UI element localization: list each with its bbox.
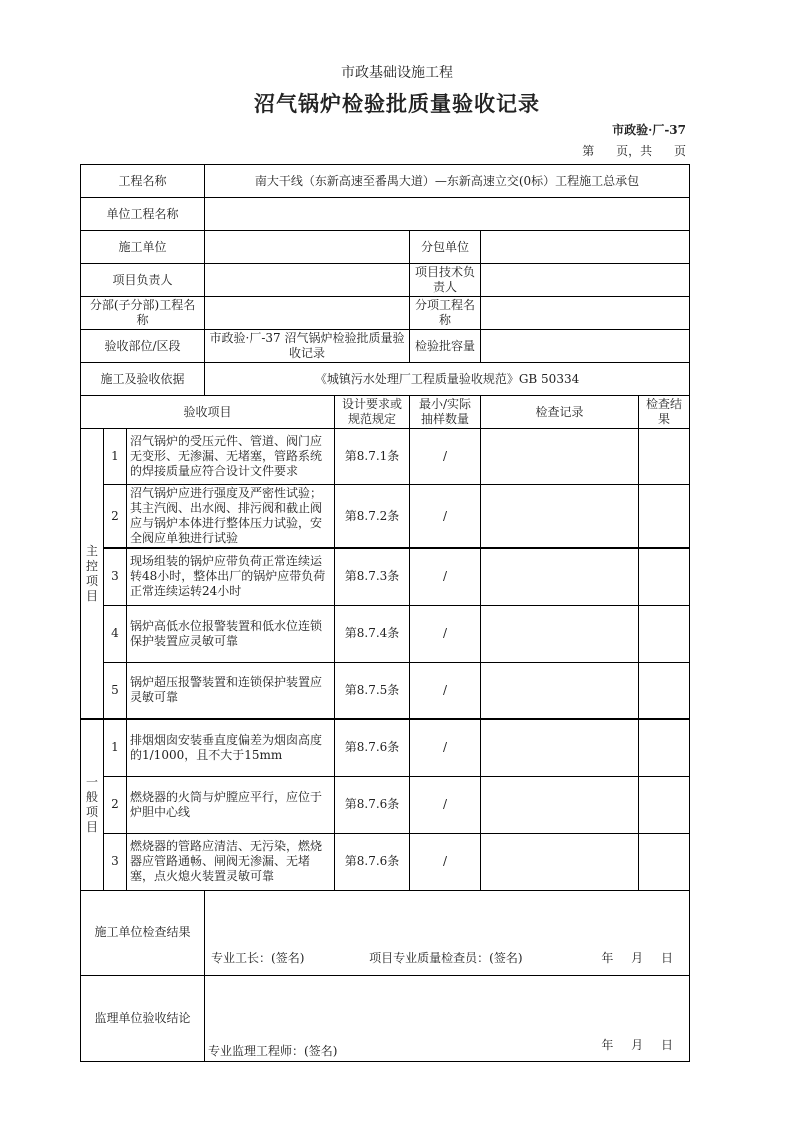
capacity-label: 检验批容量 (410, 330, 481, 363)
general-item-sample: / (410, 833, 481, 890)
main-item-text: 沼气锅炉应进行强度及严密性试验；其主汽阀、出水阀、排污阀和截止阀应与锅炉本体进行整体压力试验，安全阀应单独进行试验 (127, 485, 335, 549)
main-item-clause: 第8.7.4条 (335, 605, 410, 662)
main-item-clause: 第8.7.2条 (335, 485, 410, 549)
general-group-label: 一般项目 (81, 719, 104, 890)
general-item-text: 排烟烟囱安装垂直度偏差为烟囱高度的1/1000，且不大于15mm (127, 719, 335, 776)
capacity-value (481, 330, 690, 363)
manager-label: 项目负责人 (81, 264, 205, 297)
column-header-design: 设计要求或规范规定 (335, 396, 410, 429)
general-item-clause: 第8.7.6条 (335, 719, 410, 776)
general-item-no: 1 (104, 719, 127, 776)
supervisor-date (587, 1038, 673, 1053)
date-day: 日 (661, 1037, 674, 1052)
manager-value (205, 264, 410, 297)
main-item-record (481, 548, 639, 605)
tech-manager-value (481, 264, 690, 297)
unit-project-label: 单位工程名称 (81, 198, 205, 231)
project-name-value: 南大干线（东新高速至番禺大道）—东新高速立交(0标）工程施工总承包 (205, 165, 690, 198)
contractor-check-label: 施工单位检查结果 (81, 890, 205, 975)
main-item-record (481, 662, 639, 719)
location-label: 验收部位/区段 (81, 330, 205, 363)
location-value: 市政验·厂-37 沼气锅炉检验批质量验收记录 (205, 330, 410, 363)
general-item-result (639, 719, 690, 776)
main-item-sample: / (410, 662, 481, 719)
main-item-result (639, 548, 690, 605)
page-label-3: 页 (673, 144, 686, 158)
contractor-value (205, 231, 410, 264)
main-item-sample: / (410, 548, 481, 605)
page-label-2: 页，共 (616, 144, 653, 158)
unit-project-value (205, 198, 690, 231)
form-code: 市政验·厂-37 (612, 123, 686, 137)
main-item-text: 现场组装的锅炉应带负荷正常连续运转48小时，整体出厂的锅炉应带负荷正常连续运转24小时 (127, 548, 335, 605)
main-item-sample: / (410, 605, 481, 662)
date-month: 月 (631, 1037, 644, 1052)
division-value (205, 297, 410, 330)
date-year: 年 (601, 1037, 614, 1052)
basis-value: 《城镇污水处理厂工程质量验收规范》GB 50334 (205, 363, 690, 396)
foreman-signature: 专业工长：(签名) (211, 950, 305, 965)
engineer-signature: 专业监理工程师：(签名) (208, 1043, 338, 1058)
contractor-date (587, 951, 673, 966)
general-item-record (481, 719, 639, 776)
main-item-record (481, 605, 639, 662)
main-control-group-label: 主控项目 (81, 429, 104, 720)
date-day: 日 (661, 950, 674, 965)
column-header-item: 验收项目 (81, 396, 335, 429)
main-item-text: 沼气锅炉的受压元件、管道、阀门应无变形、无渗漏、无堵塞，管路系统的焊接质量应符合设计文件要求 (127, 429, 335, 485)
subcontractor-label: 分包单位 (410, 231, 481, 264)
subitem-label: 分项工程名称 (410, 297, 481, 330)
main-item-clause: 第8.7.5条 (335, 662, 410, 719)
document-subtitle: 市政基础设施工程 (341, 65, 453, 81)
main-item-result (639, 662, 690, 719)
general-item-record (481, 776, 639, 833)
contractor-label: 施工单位 (81, 231, 205, 264)
general-item-no: 2 (104, 776, 127, 833)
general-item-sample: / (410, 776, 481, 833)
column-header-result: 检查结果 (639, 396, 690, 429)
main-item-sample: / (410, 429, 481, 485)
main-item-record (481, 485, 639, 549)
main-item-no: 4 (104, 605, 127, 662)
supervisor-conclusion-label: 监理单位验收结论 (81, 975, 205, 1061)
document-title: 沼气锅炉检验批质量验收记录 (254, 92, 540, 116)
contractor-check-area (205, 890, 690, 975)
general-item-sample: / (410, 719, 481, 776)
column-header-sample: 最小/实际抽样数量 (410, 396, 481, 429)
inspector-signature: 项目专业质量检查员：(签名) (369, 950, 523, 965)
general-item-text: 燃烧器的管路应清洁、无污染，燃烧器应管路通畅、闸阀无渗漏、无堵塞，点火熄火装置灵敏可靠 (127, 833, 335, 890)
subitem-value (481, 297, 690, 330)
main-item-text: 锅炉超压报警装置和连锁保护装置应灵敏可靠 (127, 662, 335, 719)
general-item-record (481, 833, 639, 890)
main-item-record (481, 429, 639, 485)
main-item-result (639, 485, 690, 549)
tech-manager-label: 项目技术负责人 (410, 264, 481, 297)
main-item-result (639, 605, 690, 662)
division-label: 分部(子分部)工程名称 (81, 297, 205, 330)
main-item-no: 5 (104, 662, 127, 719)
supervisor-conclusion-area (205, 975, 690, 1061)
main-item-clause: 第8.7.1条 (335, 429, 410, 485)
general-item-result (639, 833, 690, 890)
main-item-text: 锅炉高低水位报警装置和低水位连锁保护装置应灵敏可靠 (127, 605, 335, 662)
main-item-no: 2 (104, 485, 127, 549)
general-item-clause: 第8.7.6条 (335, 833, 410, 890)
column-header-record: 检查记录 (481, 396, 639, 429)
main-item-clause: 第8.7.3条 (335, 548, 410, 605)
page-info (582, 142, 686, 159)
main-item-no: 3 (104, 548, 127, 605)
page-label-1: 第 (582, 144, 595, 158)
basis-label: 施工及验收依据 (81, 363, 205, 396)
project-name-label: 工程名称 (81, 165, 205, 198)
subcontractor-value (481, 231, 690, 264)
date-year: 年 (601, 950, 614, 965)
general-item-text: 燃烧器的火筒与炉膛应平行，应位于炉胆中心线 (127, 776, 335, 833)
main-item-sample: / (410, 485, 481, 549)
date-month: 月 (631, 950, 644, 965)
main-item-no: 1 (104, 429, 127, 485)
general-item-clause: 第8.7.6条 (335, 776, 410, 833)
inspection-form (80, 164, 690, 1062)
general-item-no: 3 (104, 833, 127, 890)
general-item-result (639, 776, 690, 833)
main-item-result (639, 429, 690, 485)
